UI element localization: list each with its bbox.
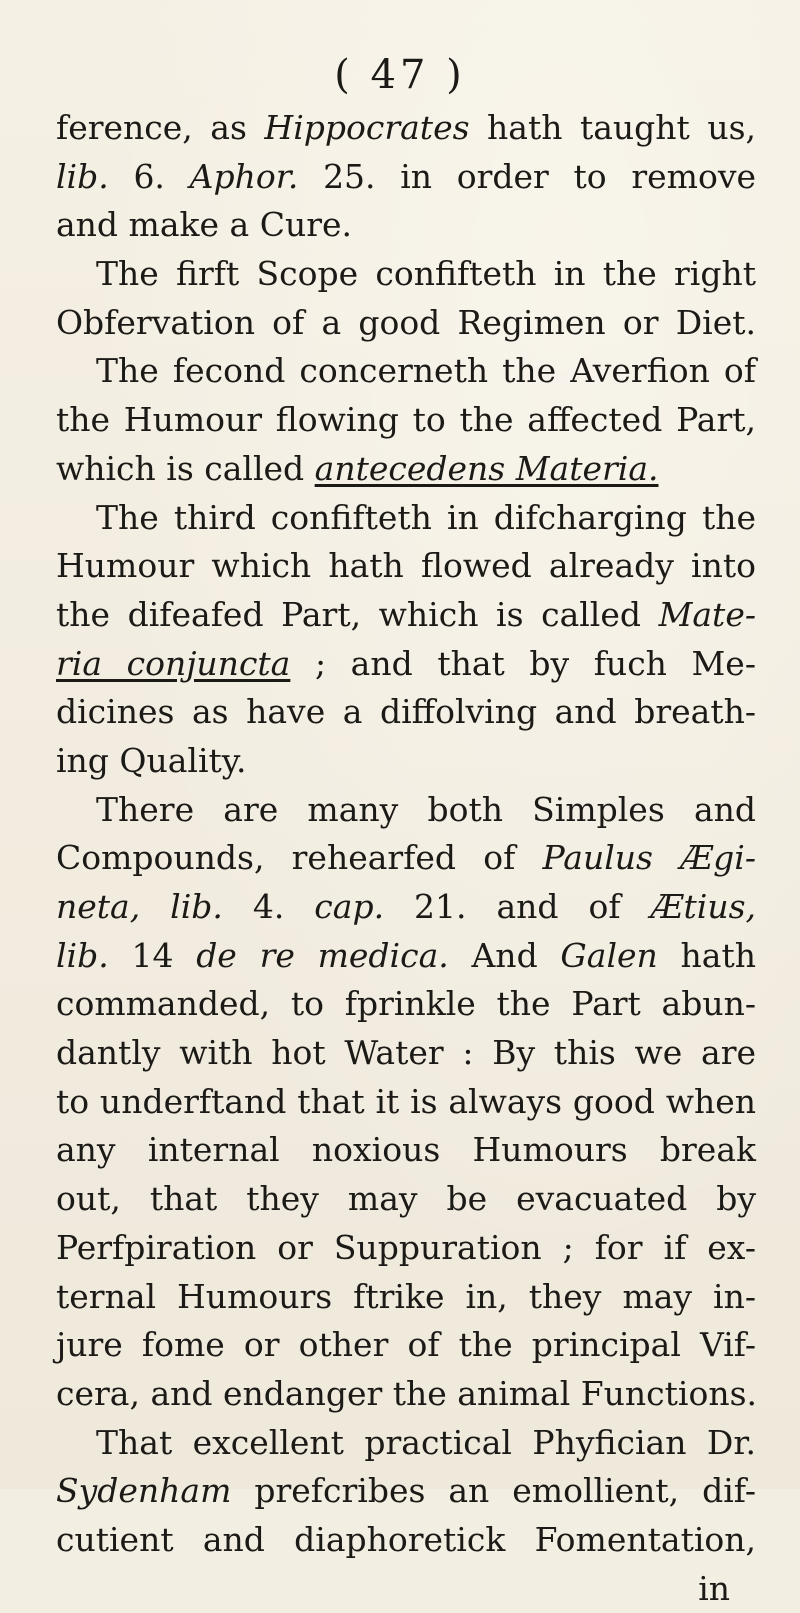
- text-line: [56, 299, 756, 348]
- text-run: and make a Cure.: [56, 205, 352, 245]
- text-line: [56, 737, 756, 786]
- text-run: dicines as have a diffolving and breath-: [56, 692, 756, 732]
- text-line: [56, 347, 756, 396]
- text-run: to underftand that it is always good when: [56, 1081, 756, 1121]
- text-run: That excellent practical Phyfician Dr.: [96, 1422, 756, 1462]
- text-line: [56, 1467, 756, 1516]
- text-run: ing Quality.: [56, 740, 247, 780]
- text-run: 25. in order to remove: [298, 156, 757, 196]
- text-run: ternal Humours ftrike in, they may in-: [56, 1276, 756, 1316]
- text-line: [56, 1419, 756, 1468]
- text-run: cera, and endanger the animal Functions.: [56, 1373, 758, 1413]
- text-run: Humour which hath flowed already into: [56, 546, 756, 586]
- text-line: [56, 250, 756, 299]
- text-run: Galen: [560, 935, 658, 975]
- text-run: The third confifteth in difcharging the: [96, 497, 756, 537]
- text-line: [56, 396, 756, 445]
- text-run: ference, as: [56, 108, 265, 147]
- text-run: the Humour flowing to the affected Part,: [56, 400, 756, 440]
- text-line: [56, 1029, 756, 1078]
- text-line: [56, 201, 756, 250]
- text-line: [56, 1370, 756, 1419]
- text-run: 21. and of: [384, 887, 651, 926]
- text-line: [56, 688, 756, 737]
- text-line: [56, 786, 756, 835]
- text-line: [56, 1565, 756, 1613]
- text-line: [56, 640, 756, 689]
- text-line: [56, 542, 756, 591]
- text-run: cap.: [314, 887, 385, 926]
- text-run: The firft Scope confifteth in the right: [96, 254, 756, 294]
- body-text: [56, 104, 756, 1613]
- text-line: [56, 445, 756, 494]
- text-line: [56, 1078, 756, 1127]
- text-line: [56, 883, 756, 932]
- text-run: The fecond concerneth the Averfion of: [96, 351, 756, 391]
- text-run: ria conjuncta: [56, 643, 291, 683]
- text-line: [56, 834, 756, 883]
- text-run: out, that they may be evacuated by: [56, 1179, 756, 1219]
- text-run: which is called: [56, 448, 315, 488]
- text-line: [56, 1516, 756, 1565]
- text-run: Compounds, rehearfed of: [56, 838, 543, 878]
- text-run: Aphor.: [189, 156, 299, 196]
- text-run: There are many both Simples and: [96, 789, 756, 829]
- text-line: [56, 980, 756, 1029]
- text-run: [140, 887, 170, 926]
- text-line: [56, 1126, 756, 1175]
- text-run: 14: [108, 935, 197, 975]
- text-run: cutient and diaphoretick Fomentation,: [56, 1519, 756, 1559]
- text-run: 6.: [108, 156, 190, 196]
- text-run: antecedens Materia.: [314, 448, 659, 488]
- text-run: Paulus Ægi-: [542, 838, 756, 878]
- text-run: de re medica.: [196, 935, 449, 975]
- text-run: Perfpiration or Suppuration ; for if ex-: [56, 1227, 756, 1267]
- text-run: jure fome or other of the principal Vif-: [56, 1325, 756, 1365]
- text-line: [56, 932, 756, 981]
- text-run: commanded, to fprinkle the Part abun-: [56, 984, 756, 1024]
- text-run: hath taught us,: [469, 108, 756, 147]
- text-line: [56, 153, 756, 202]
- text-run: hath: [657, 935, 756, 975]
- text-run: Sydenham: [56, 1471, 232, 1511]
- text-line: [56, 591, 756, 640]
- text-line: [56, 1273, 756, 1322]
- text-run: Ætius,: [650, 887, 757, 926]
- text-run: ; and that by fuch Me-: [290, 643, 756, 683]
- text-run: lib.: [56, 156, 109, 196]
- text-run: any internal noxious Humours break: [56, 1130, 756, 1170]
- text-run: the difeafed Part, which is called: [56, 594, 659, 634]
- text-run: And: [448, 935, 561, 975]
- text-line: [56, 494, 756, 543]
- text-run: lib.: [170, 887, 223, 926]
- text-run: Obfervation of a good Regimen or Diet.: [56, 302, 756, 342]
- text-run: dantly with hot Water : By this we are: [56, 1033, 756, 1073]
- text-line: [56, 1224, 756, 1273]
- text-line: [56, 1321, 756, 1370]
- text-run: prefcribes an emollient, dif-: [231, 1471, 756, 1511]
- text-line: [56, 104, 756, 153]
- text-run: in: [698, 1568, 730, 1608]
- text-run: Hippocrates: [264, 108, 470, 147]
- text-run: neta,: [56, 887, 141, 926]
- page-number: ( 47 ): [334, 52, 466, 98]
- text-run: 4.: [222, 887, 315, 926]
- text-line: [56, 1175, 756, 1224]
- text-run: Mate-: [658, 594, 756, 634]
- text-run: lib.: [56, 935, 109, 975]
